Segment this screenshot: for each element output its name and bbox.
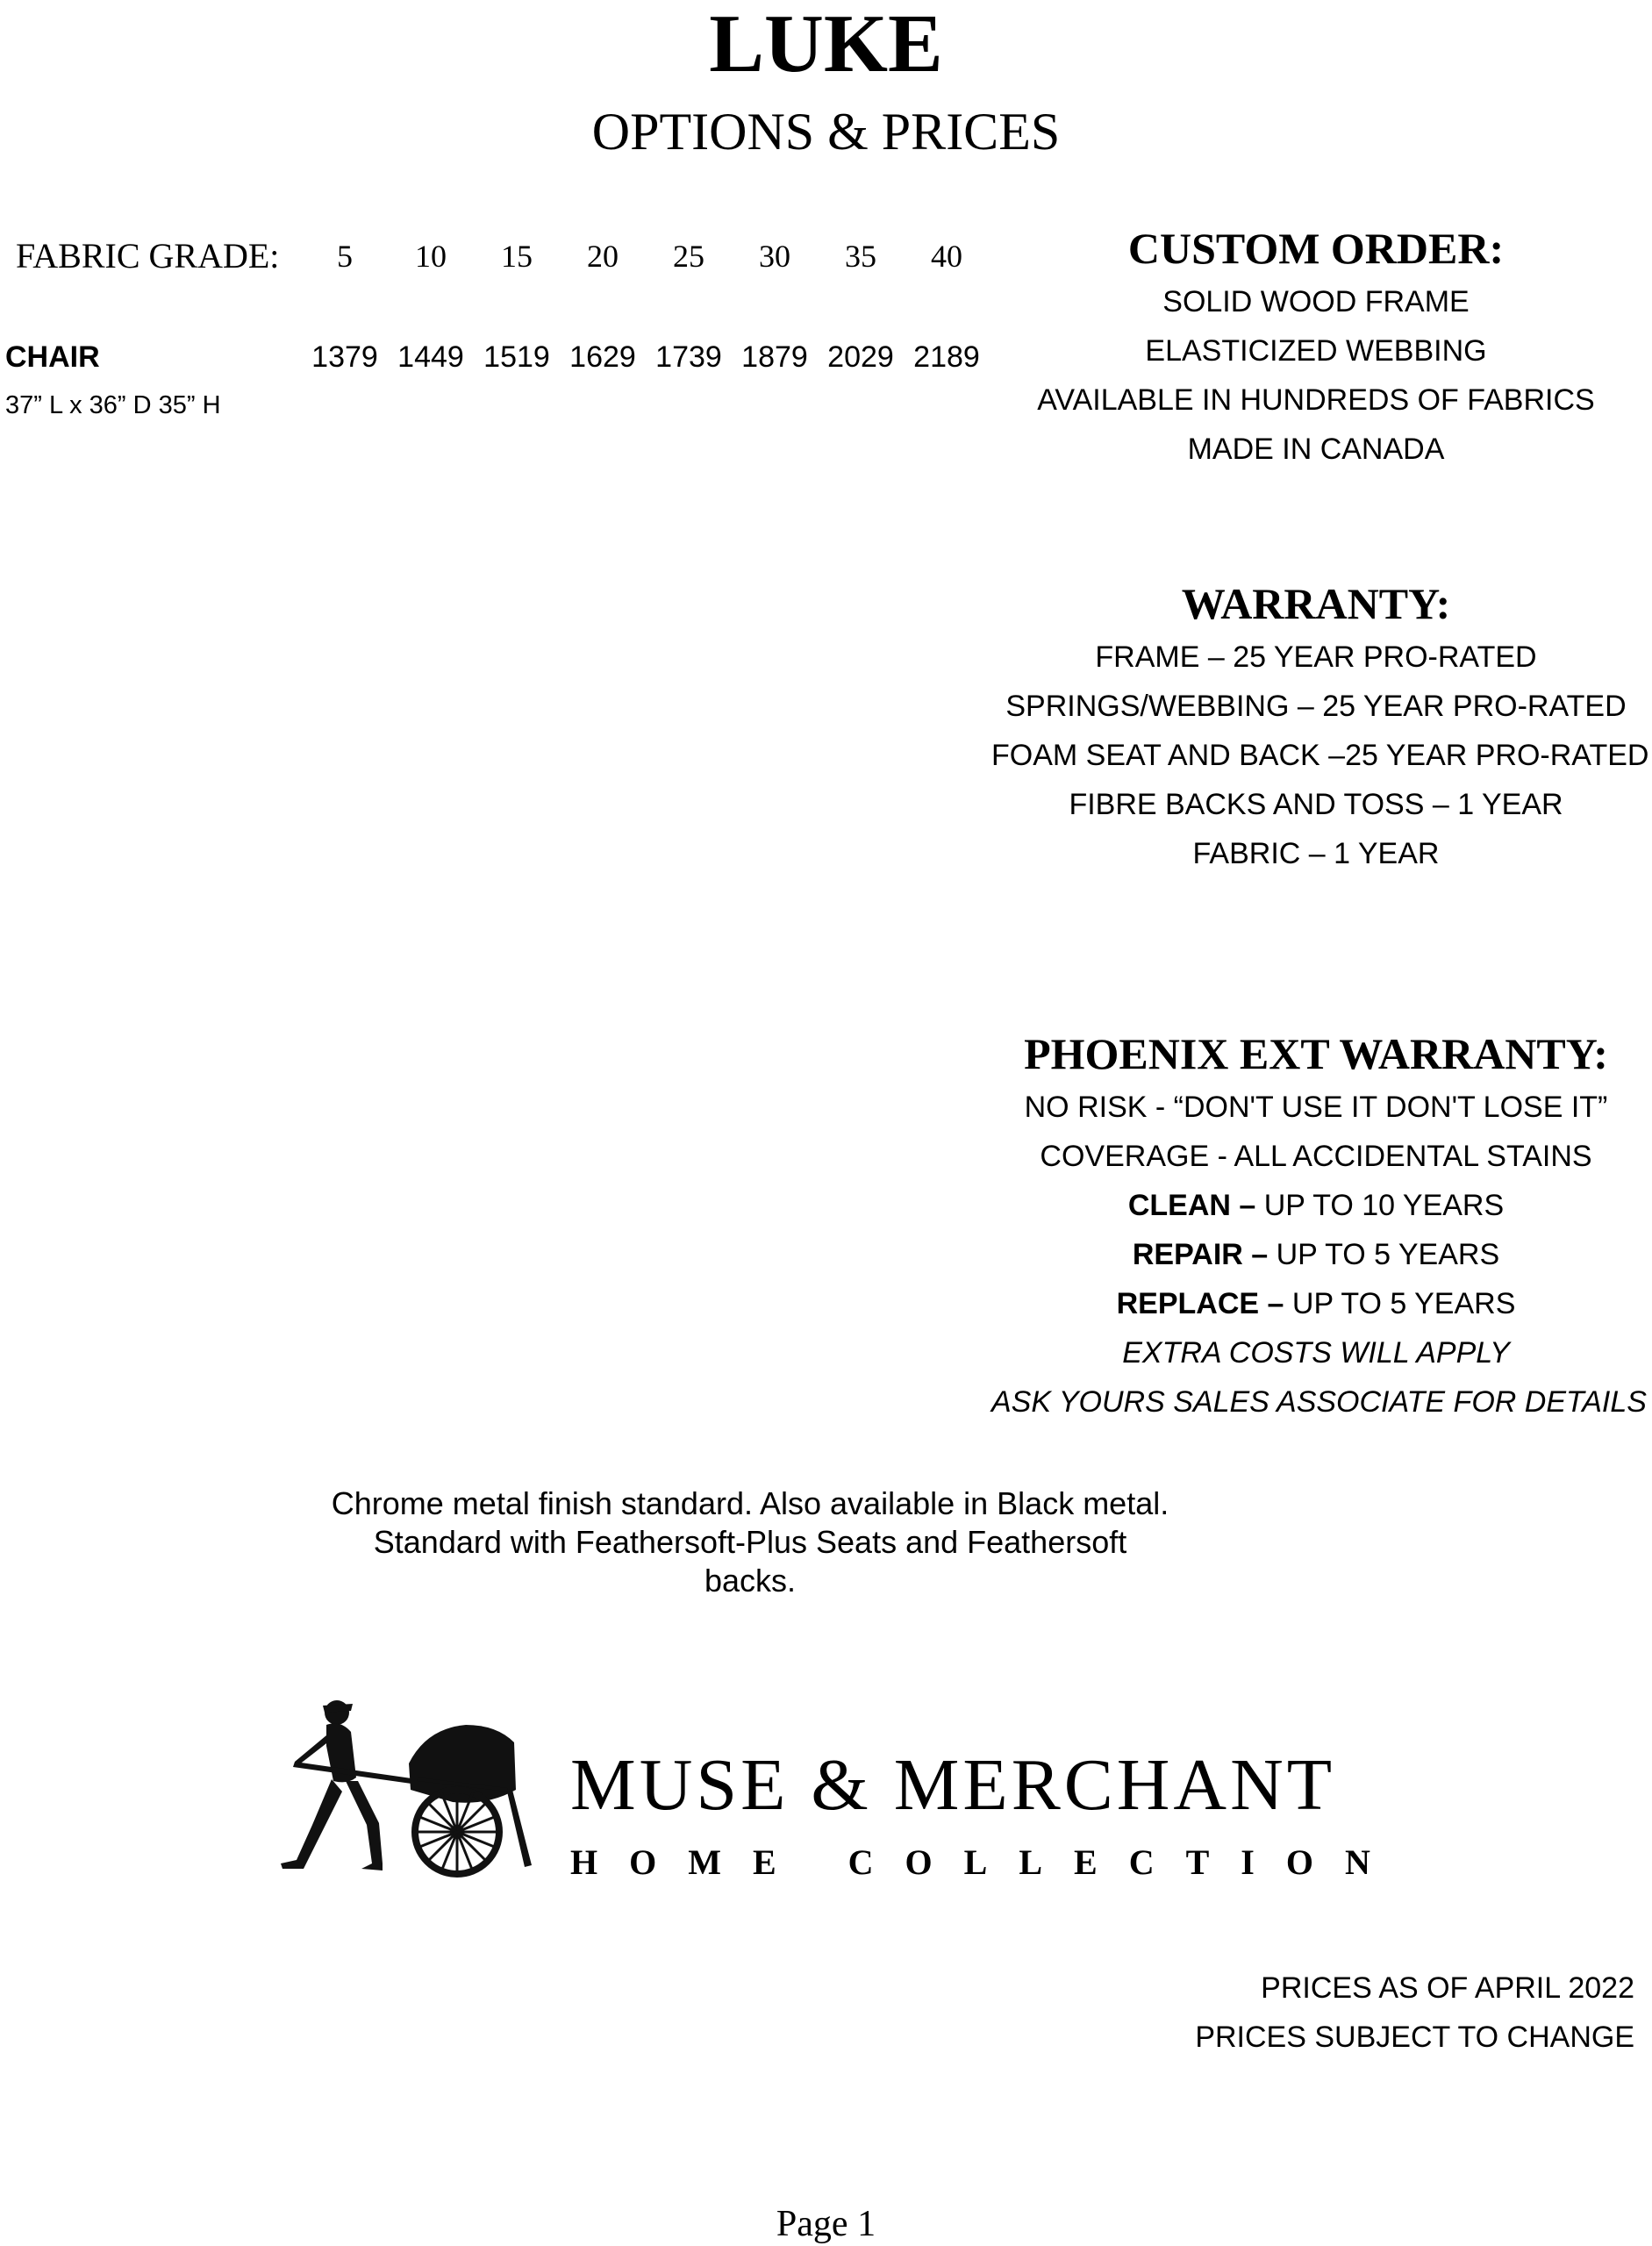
warranty-section [991, 575, 1649, 878]
repair-value: UP TO 5 YEARS [1268, 1238, 1500, 1271]
prices-date: PRICES AS OF APRIL 2022 [1261, 1971, 1634, 2005]
phoenix-heading: PHOENIX EXT WARRANTY: [1024, 1029, 1608, 1078]
phoenix-extra-costs: EXTRA COSTS WILL APPLY [1122, 1336, 1510, 1370]
warranty-line: FRAME – 25 YEAR PRO-RATED [1095, 640, 1537, 674]
chair-dimensions: 37” L x 36” D 35” H [5, 391, 221, 419]
phoenix-clean-line [991, 1181, 1641, 1230]
grade-30: 30 [759, 239, 790, 274]
fabric-grade-label: FABRIC GRADE: [16, 236, 280, 275]
clean-value: UP TO 10 YEARS [1255, 1189, 1505, 1222]
warranty-line: SPRINGS/WEBBING – 25 YEAR PRO-RATED [1005, 690, 1627, 723]
phoenix-no-risk-line: NO RISK - “DON'T USE IT DON'T LOSE IT” [1024, 1091, 1608, 1124]
chair-price-grade-20: 1629 [569, 340, 636, 374]
finish-note [263, 1484, 1237, 1600]
warranty-line: FOAM SEAT AND BACK –25 YEAR PRO-RATED [991, 739, 1649, 772]
grade-5: 5 [337, 239, 353, 274]
warranty-line: FIBRE BACKS AND TOSS – 1 YEAR [1069, 788, 1563, 821]
replace-label: REPLACE – [1116, 1287, 1284, 1320]
brand-name: MUSE & MERCHANT [570, 1744, 1336, 1826]
custom-order-heading: CUSTOM ORDER: [1127, 224, 1505, 273]
finish-note-line: backs. [704, 1563, 797, 1599]
page-title: LUKE [709, 0, 943, 89]
grade-40: 40 [931, 239, 962, 274]
replace-value: UP TO 5 YEARS [1284, 1287, 1516, 1320]
grade-15: 15 [501, 239, 533, 274]
chair-price-grade-35: 2029 [827, 340, 894, 374]
custom-order-line: ELASTICIZED WEBBING [1145, 334, 1487, 368]
finish-note-line: Chrome metal finish standard. Also available in Black metal. [331, 1485, 1169, 1521]
clean-label: CLEAN – [1127, 1189, 1256, 1222]
warranty-heading: WARRANTY: [1181, 579, 1451, 628]
prices-change-notice: PRICES SUBJECT TO CHANGE [1195, 2021, 1634, 2054]
page-subtitle: OPTIONS & PRICES [591, 103, 1061, 161]
custom-order-line: SOLID WOOD FRAME [1162, 285, 1470, 318]
grade-35: 35 [845, 239, 876, 274]
phoenix-replace-line [991, 1279, 1641, 1328]
chair-price-grade-10: 1449 [397, 340, 464, 374]
chair-price-grade-5: 1379 [311, 340, 378, 374]
custom-order-line: AVAILABLE IN HUNDREDS OF FABRICS [1037, 383, 1595, 417]
grade-25: 25 [673, 239, 704, 274]
grade-20: 20 [587, 239, 619, 274]
chair-price-grade-25: 1739 [655, 340, 722, 374]
grade-10: 10 [415, 239, 447, 274]
chair-label: CHAIR [5, 340, 100, 374]
finish-note-line: Standard with Feathersoft-Plus Seats and Feathersoft [373, 1524, 1127, 1560]
chair-price-grade-30: 1879 [741, 340, 808, 374]
rickshaw-puller-logo-icon [277, 1693, 540, 1886]
brand-subtitle: HOME COLLECTION [570, 1842, 1402, 1882]
phoenix-warranty-section [991, 1025, 1647, 1427]
page-number: Page 1 [776, 2204, 876, 2244]
phoenix-repair-line [991, 1230, 1641, 1279]
repair-label: REPAIR – [1132, 1238, 1269, 1271]
chair-price-grade-15: 1519 [483, 340, 550, 374]
custom-order-line: MADE IN CANADA [1187, 433, 1445, 466]
phoenix-coverage-line: COVERAGE - ALL ACCIDENTAL STAINS [1040, 1140, 1592, 1173]
warranty-line: FABRIC – 1 YEAR [1192, 837, 1440, 870]
phoenix-ask-associate: ASK YOURS SALES ASSOCIATE FOR DETAILS [991, 1385, 1647, 1419]
custom-order-section [991, 219, 1641, 474]
chair-price-grade-40: 2189 [913, 340, 980, 374]
